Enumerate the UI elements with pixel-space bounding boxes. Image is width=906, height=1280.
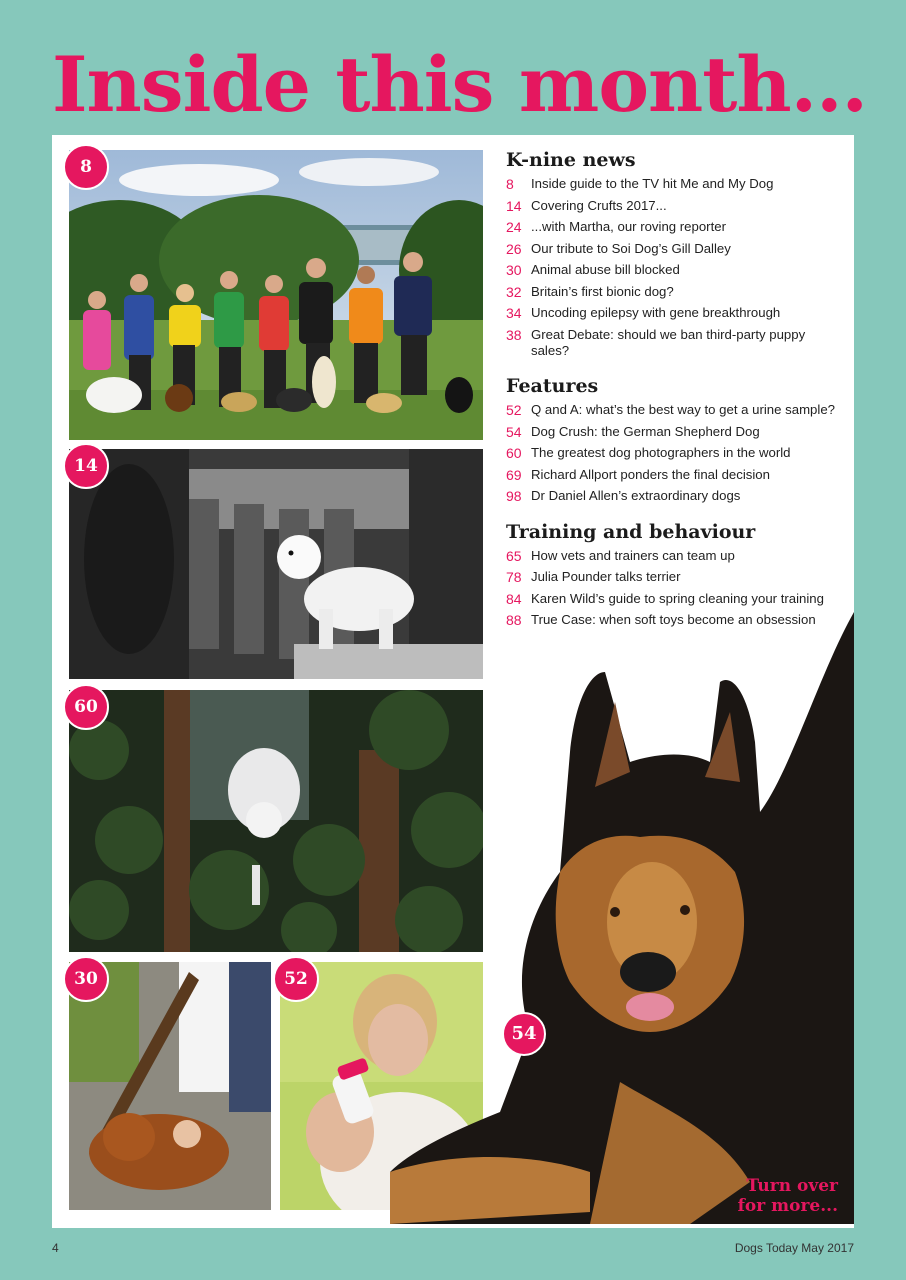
page-number: 24 [506,219,522,235]
entry-text: Dog Crush: the German Shepherd Dog [531,423,760,439]
photo-group-with-dogs [69,150,483,440]
entry-text: Julia Pounder talks terrier [531,569,681,584]
list-item[interactable] [506,467,836,483]
list-item[interactable] [506,402,836,418]
list-item[interactable] [506,176,836,192]
section-k-nine-news [506,148,836,359]
page-badge-60: 60 [63,684,109,730]
page-number: 65 [506,547,522,564]
entry-text: Dr Daniel Allen’s extraordinary dogs [531,488,741,503]
entry-text: True Case: when soft toys become an obsession [531,612,816,627]
table-of-contents [506,148,836,634]
entry-text: The greatest dog photographers in the world [531,445,791,460]
section-heading: K-nine news [506,149,636,171]
entry-text: Uncoding epilepsy with gene breakthrough [531,305,781,320]
list-item[interactable] [506,569,836,585]
page-folio: 4 [52,1241,59,1255]
entry-text: Animal abuse bill blocked [531,262,680,277]
page-number: 60 [506,445,522,461]
section-heading: Features [506,375,599,397]
list-item[interactable] [506,198,836,214]
list-item[interactable] [506,327,836,359]
entry-text: Karen Wild’s guide to spring cleaning your training [531,590,824,606]
issue-label: Dogs Today May 2017 [734,1241,854,1255]
page-title: Inside this month... [52,40,867,129]
page-number: 34 [506,305,522,321]
page-badge-52: 52 [273,956,319,1002]
list-item[interactable] [506,612,836,628]
page-badge-8: 8 [63,144,109,190]
list-item[interactable] [506,284,836,300]
turn-over-line-2: for more... [737,1196,838,1216]
list-item[interactable] [506,591,836,607]
list-item[interactable] [506,262,836,278]
list-item[interactable] [506,219,836,235]
list-item[interactable] [506,424,836,440]
entry-text: ...with Martha, our roving reporter [531,219,726,234]
page-number: 8 [506,176,514,192]
section-features [506,374,836,504]
entry-text: Inside guide to the TV hit Me and My Dog [531,176,774,191]
entry-text: Covering Crufts 2017... [531,197,667,213]
page-number: 14 [506,197,522,214]
page-number: 54 [506,423,522,440]
page-number: 52 [506,402,522,418]
page-number: 30 [506,262,522,278]
page-number: 88 [506,612,522,628]
entry-text: How vets and trainers can team up [531,547,735,563]
page-badge-14: 14 [63,443,109,489]
section-heading: Training and behaviour [506,520,756,543]
list-item[interactable] [506,241,836,257]
page-badge-54: 54 [502,1012,546,1056]
page-number: 84 [506,590,522,607]
entry-text: Richard Allport ponders the final decision [531,466,770,482]
photo-spaniel-abuse [69,962,271,1210]
page-number: 38 [506,326,522,343]
entry-text: Britain’s first bionic dog? [531,283,674,299]
turn-over-note [738,1176,838,1216]
page-number: 78 [506,569,522,585]
page-badge-30: 30 [63,956,109,1002]
turn-over-line-1: Turn over [746,1176,838,1196]
list-item[interactable] [506,488,836,504]
page-number: 69 [506,466,522,483]
photo-german-shepherd [390,612,854,1224]
section-training-and-behaviour [506,520,836,629]
entry-text: Q and A: what’s the best way to get a urine sample? [531,402,835,417]
entry-text: Our tribute to Soi Dog’s Gill Dalley [531,240,731,256]
list-item[interactable] [506,305,836,321]
list-item[interactable] [506,548,836,564]
page-number: 26 [506,240,522,257]
list-item[interactable] [506,445,836,461]
page-number: 32 [506,283,522,300]
page-number: 98 [506,488,522,504]
entry-text: Great Debate: should we ban third-party puppy sales? [531,326,806,358]
